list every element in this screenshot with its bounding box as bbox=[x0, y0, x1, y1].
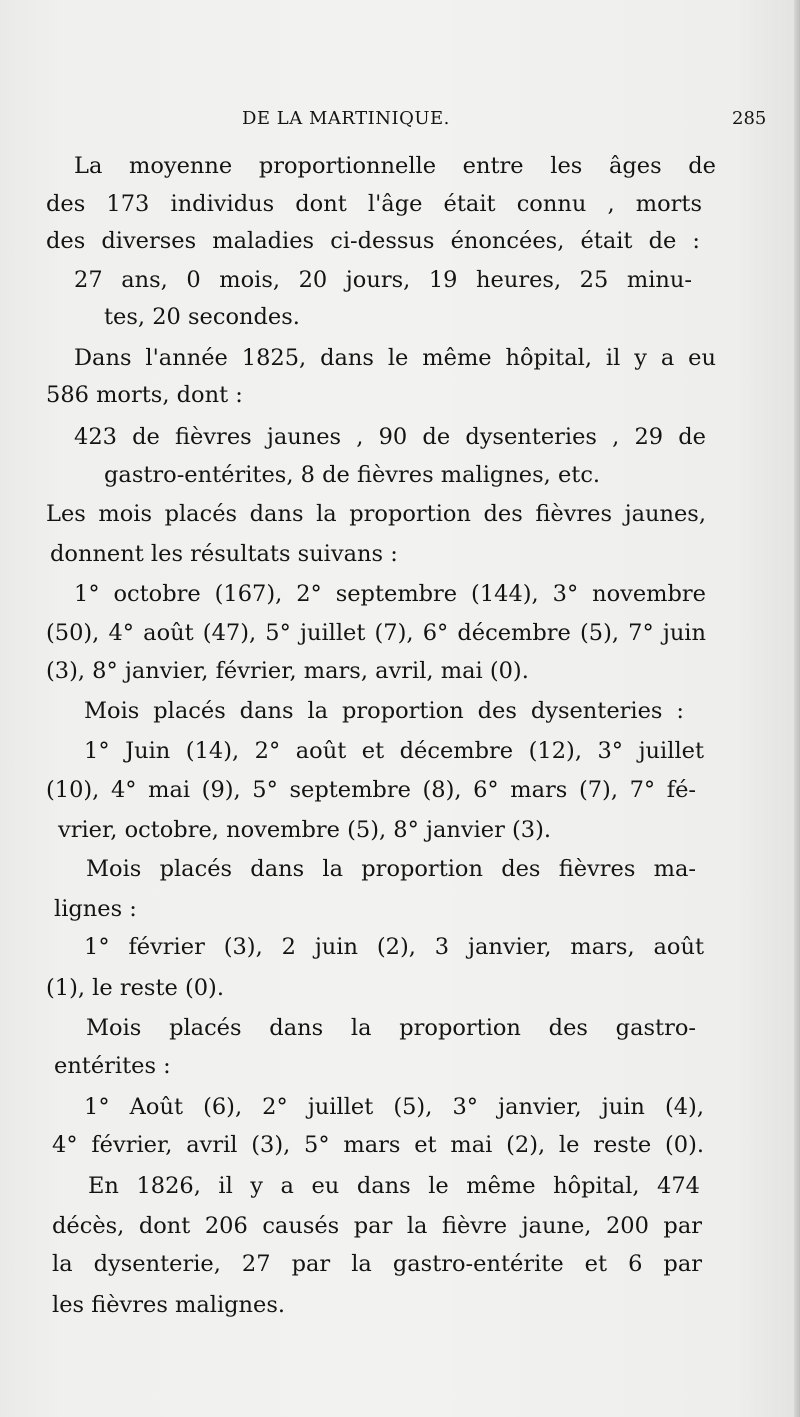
text-line: En 1826, il y a eu dans le même hôpital, 474 bbox=[88, 1173, 700, 1199]
text-line: 423 de fièvres jaunes , 90 de dysenteries , 29 de bbox=[74, 424, 706, 450]
text-line: 1° Août (6), 2° juillet (5), 3° janvier, juin (4), bbox=[84, 1094, 704, 1120]
text-line: Mois placés dans la proportion des gastro- bbox=[86, 1015, 696, 1041]
text-line: les fièvres malignes. bbox=[52, 1292, 286, 1318]
text-line: vrier, octobre, novembre (5), 8° janvier (3). bbox=[58, 817, 552, 843]
text-line: entérites : bbox=[54, 1053, 171, 1079]
text-line: tes, 20 secondes. bbox=[104, 304, 300, 330]
text-line: 1° octobre (167), 2° septembre (144), 3° novembre bbox=[74, 581, 706, 607]
text-line: Mois placés dans la proportion des dysenteries : bbox=[84, 698, 684, 724]
text-line: 1° février (3), 2 juin (2), 3 janvier, mars, août bbox=[84, 934, 704, 960]
text-line: La moyenne proportionnelle entre les âges de bbox=[74, 153, 716, 179]
text-line: Les mois placés dans la proportion des fièvres jaunes, bbox=[46, 501, 706, 527]
text-line: décès, dont 206 causés par la fièvre jaune, 200 par bbox=[52, 1213, 702, 1239]
text-line: (10), 4° mai (9), 5° septembre (8), 6° mars (7), 7° fé- bbox=[46, 777, 696, 803]
text-line: des 173 individus dont l'âge était connu , morts bbox=[46, 191, 702, 217]
text-line: 586 morts, dont : bbox=[46, 382, 243, 408]
text-line: donnent les résultats suivans : bbox=[50, 541, 398, 567]
text-line: Mois placés dans la proportion des fièvres ma- bbox=[86, 856, 696, 882]
text-line: gastro-entérites, 8 de fièvres malignes, etc. bbox=[104, 462, 601, 488]
running-title: DE LA MARTINIQUE. bbox=[242, 108, 450, 129]
text-line: (3), 8° janvier, février, mars, avril, mai (0). bbox=[46, 658, 529, 684]
text-line: 27 ans, 0 mois, 20 jours, 19 heures, 25 minu- bbox=[74, 267, 692, 293]
page-number: 285 bbox=[732, 108, 767, 129]
text-line: (50), 4° août (47), 5° juillet (7), 6° décembre (5), 7° juin bbox=[46, 620, 706, 646]
page-edge bbox=[794, 0, 800, 1417]
text-line: lignes : bbox=[54, 896, 137, 922]
text-line: 1° Juin (14), 2° août et décembre (12), 3° juillet bbox=[84, 738, 704, 764]
text-line: la dysenterie, 27 par la gastro-entérite et 6 par bbox=[52, 1251, 702, 1277]
page-header bbox=[0, 108, 800, 138]
text-line: Dans l'année 1825, dans le même hôpital, il y a eu bbox=[74, 345, 716, 371]
text-line: des diverses maladies ci-dessus énoncées, était de : bbox=[46, 228, 700, 254]
text-line: 4° février, avril (3), 5° mars et mai (2), le reste (0). bbox=[52, 1132, 704, 1158]
text-line: (1), le reste (0). bbox=[46, 975, 224, 1001]
